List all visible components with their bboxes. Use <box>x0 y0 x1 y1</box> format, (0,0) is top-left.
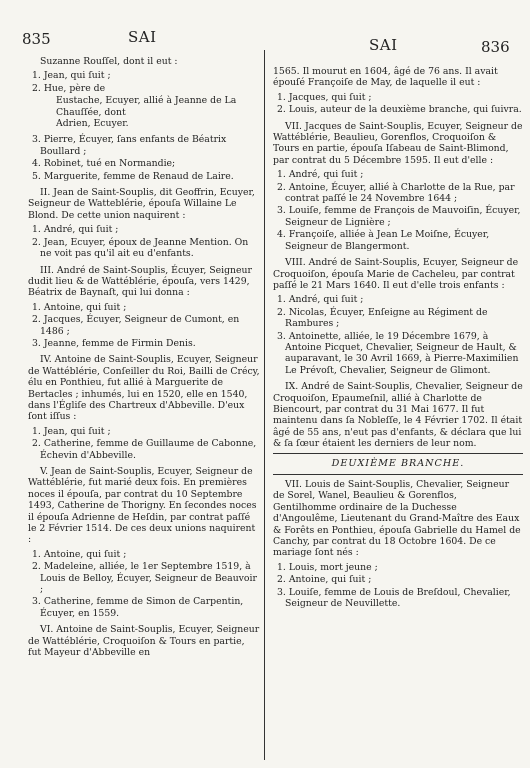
generation-paragraph: VIII. André de Saint-Souplis, Ecuyer, Seigneur de Croquoiſon, épouſa Marie de Cacheleu, par contrat paſſé le 21 Mars 1640. Il eut d'elle trois enfants : <box>273 257 519 291</box>
child-list-item: 1. André, qui ſuit ; <box>277 169 364 181</box>
child-list-item: 2. Nicolas, Écuyer, Enſeigne au Régiment de Rambures ; <box>277 306 488 330</box>
child-list-item: 3. Antoinette, alliée, le 19 Décembre 1679, à Antoine Picquet, Chevalier, Seigneur de Hault, & auparavant, le 30 Avril 1669, à Pierre-Maximilien Le Prévoſt, Chevalier, Seigneur de Glimont. <box>277 330 519 376</box>
child-list-item: 5. Marguerite, femme de Renaud de Laire. <box>32 170 234 182</box>
generation-paragraph: Suzanne Rouſſel, dont il eut : <box>40 56 178 67</box>
left-page-number: 835 <box>22 30 51 48</box>
generation-paragraph: VII. Louis de Saint-Souplis, Chevalier, Seigneur de Sorel, Wanel, Beaulieu & Gorenflos, Gentilhomme ordinaire de la Duchesse d'Angoulême, Lieutenant du Grand-Maître des Eaux & Forêts en Ponthieu, épouſa Gabrielle du Hamel de Canchy, par contrat du 18 Octobre 1604. De ce mariage ſont nés : <box>273 479 521 559</box>
generation-paragraph: VI. Antoine de Saint-Souplis, Ecuyer, Seigneur de Wattéblérie, Croquoiſon & Tours en partie, fut Mayeur d'Abbeville en <box>28 624 260 659</box>
child-list-item: 4. Robinet, tué en Normandie; <box>32 158 176 170</box>
child-list-item: 1. Louis, mort jeune ; <box>277 561 378 573</box>
child-list-item: 1. Antoine, qui ſuit ; <box>32 301 127 313</box>
descendant-line: Eustache, Ecuyer, allié à Jeanne de La <box>56 95 237 107</box>
child-list-item: 3. Catherine, femme de Simon de Carpentin, Écuyer, en 1559. <box>32 596 244 619</box>
child-list-item: 1. Jacques, qui ſuit ; <box>277 91 372 103</box>
child-list-item: 4. Françoiſe, alliée à Jean Le Moiſne, Écuyer, Seigneur de Blangermont. <box>277 229 490 252</box>
section-heading: DEUXIÈME BRANCHE. <box>331 457 465 469</box>
child-list-item: 1. Jean, qui ſuit ; <box>32 70 111 82</box>
child-list-item: 2. Madeleine, alliée, le 1er Septembre 1519, à Louis de Belloy, Écuyer, Seigneur de Beauvoir ; <box>32 561 257 596</box>
section-rule <box>273 453 523 454</box>
generation-paragraph: III. André de Saint-Souplis, Écuyer, Seigneur dudit lieu & de Wattéblérie, épouſa, vers 1429, Béatrix de Baynaſt, qui lui donna : <box>28 264 252 299</box>
child-list-item: 2. Jacques, Écuyer, Seigneur de Cumont, en 1486 ; <box>32 314 240 337</box>
descendant-line: Adrien, Ecuyer. <box>56 118 129 130</box>
section-rule <box>273 474 523 475</box>
child-list-item: 3. Louiſe, femme de Louis de Breſdoul, Chevalier, Seigneur de Neuvillette. <box>277 586 511 610</box>
generation-paragraph: IV. Antoine de Saint-Souplis, Ecuyer, Seigneur de Wattéblérie, Conſeiller du Roi, Bailli de Crécy, élu en Ponthieu, fut allié à Marguerite de Bertacles ; inhumés, lui en 1520, elle en 1540, dans l'Égliſe des Chartreux d'Abbeville. D'eux ſont iſſus : <box>28 354 260 423</box>
generation-paragraph: II. Jean de Saint-Souplis, dit Geoffrin, Ecuyer, Seigneur de Watteblérie, épouſa Willaine Le Blond. De cette union naquirent : <box>28 187 255 221</box>
right-page-number: 836 <box>481 38 510 56</box>
child-list-item: 2. Louis, auteur de la deuxième branche, qui ſuivra. <box>277 104 522 116</box>
child-list-item: 3. Pierre, Écuyer, ſans enfants de Béatrix Boullard ; <box>32 134 227 157</box>
child-list-item: 1. André, qui ſuit ; <box>277 294 364 306</box>
child-list-item: 1. Antoine, qui ſuit ; <box>32 548 127 560</box>
generation-paragraph: V. Jean de Saint-Souplis, Ecuyer, Seigneur de Wattéblérie, fut marié deux fois. En premières noces il épouſa, par contrat du 10 Septembre 1493, Catherine de Thorigny. En ſecondes noces il épouſa Adrienne de Heſdin, par contrat paſſé le 2 Février 1514. De ces deux unions naquirent : <box>28 466 257 546</box>
child-list-item: 2. Jean, Ecuyer, époux de Jeanne Mention. On ne voit pas qu'il ait eu d'enfants. <box>32 236 249 260</box>
child-list-item: 3. Jeanne, femme de Firmin Denis. <box>32 337 196 349</box>
child-list-item: 2. Antoine, qui ſuit ; <box>277 574 372 586</box>
child-list-item: 2. Hue, père de <box>32 82 106 94</box>
child-list-item: 3. Louiſe, femme de François de Mauvoiſin, Écuyer, Seigneur de Lignière ; <box>277 205 521 228</box>
text-line: 1565. Il mourut en 1604, âgé de 76 ans. Il avait épouſé Françoiſe de May, de laquelle il eut : <box>273 66 498 89</box>
column-divider <box>264 50 265 760</box>
left-running-header: SAI <box>128 28 157 46</box>
left-column-text <box>28 56 260 662</box>
child-list-item: 1. André, qui ſuit ; <box>32 224 119 236</box>
generation-paragraph: IX. André de Saint-Souplis, Chevalier, Seigneur de Croquoiſon, Epaumeſnil, allié à Charlotte de Biencourt, par contrat du 31 Mai 1677. Il fut maintenu dans ſa Nobleſſe, le 4 Février 1702. Il était âgé de 55 ans, n'eut pas d'enfants, & déclara que lui & ſa ſœur étaient les derniers de leur nom. <box>273 381 523 450</box>
right-running-header: SAI <box>369 36 398 54</box>
child-list-item: 1. Jean, qui ſuit ; <box>32 425 111 437</box>
generation-paragraph: VII. Jacques de Saint-Souplis, Ecuyer, Seigneur de Wattéblérie, Beaulieu, Gorenflos, Croquoiſon & Tours en partie, épouſa Iſabeau de Saint-Blimond, par contrat du 5 Décembre 1595. Il eut d'elle : <box>273 120 523 166</box>
child-list-item: 2. Catherine, femme de Guillaume de Cabonne, Échevin d'Abbeville. <box>32 438 257 461</box>
child-list-item: 2. Antoine, Écuyer, allié à Charlotte de la Rue, par contrat paſſé le 24 Novembre 1644 ; <box>277 181 515 205</box>
descendant-line: Chauſſée, dont <box>56 106 126 118</box>
right-column-text <box>273 66 523 610</box>
